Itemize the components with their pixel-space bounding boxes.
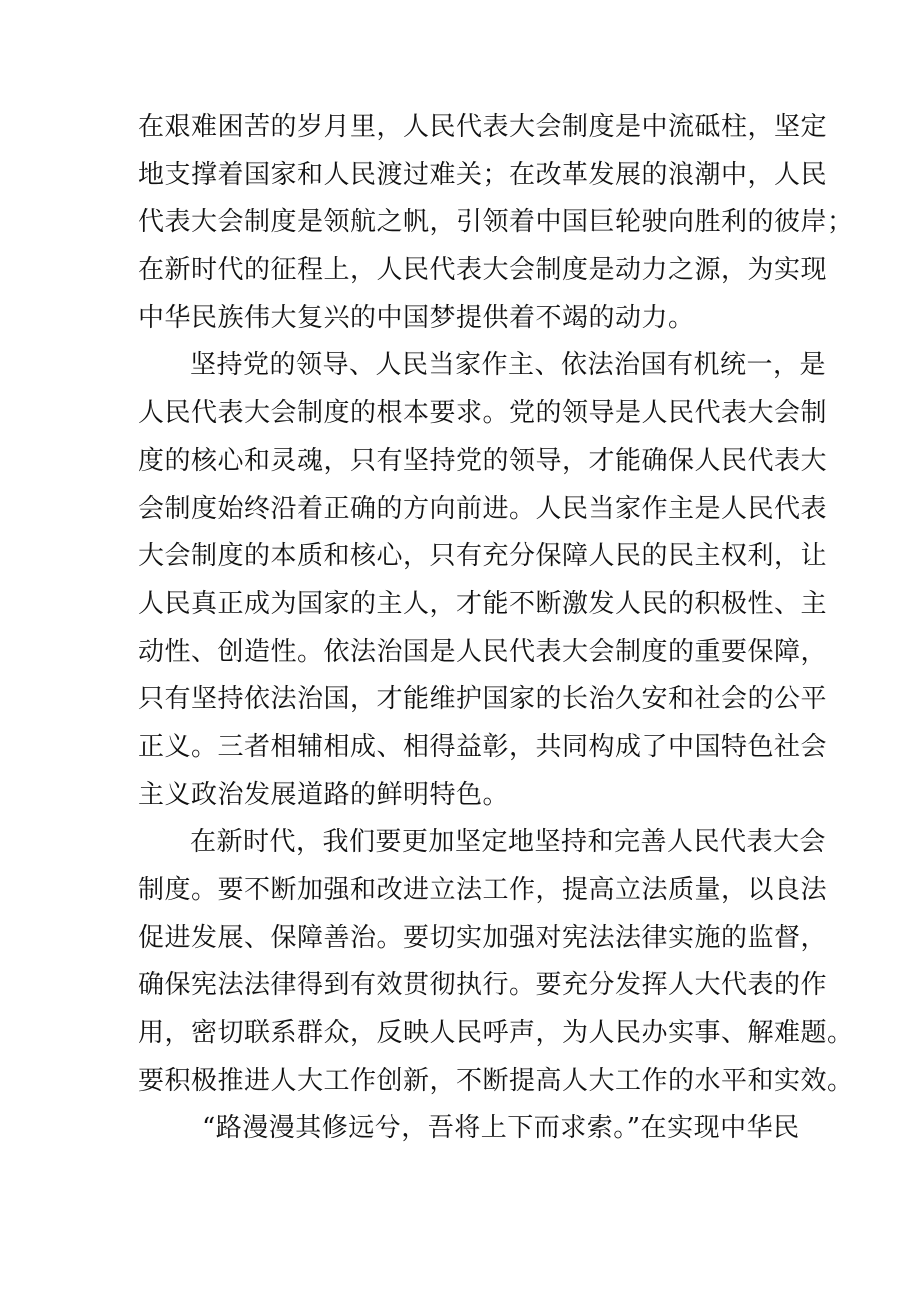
text-line: 人民代表大会制度的根本要求。党的领导是人民代表大会制 xyxy=(138,398,828,429)
text-line: 制度。要不断加强和改进立法工作，提高立法质量，以良法 xyxy=(138,875,828,905)
text-line: 只有坚持依法治国，才能维护国家的长治久安和社会的公平 xyxy=(138,684,828,715)
paragraph xyxy=(138,1105,800,1153)
text-line: 度的核心和灵魂，只有坚持党的领导，才能确保人民代表大 xyxy=(138,445,828,476)
text-line: “路漫漫其修远兮，吾将上下而求索。”在实现中华民 xyxy=(202,1113,800,1144)
document-body xyxy=(138,104,854,1153)
text-line: 代表大会制度是领航之帆，引领着中国巨轮驶向胜利的彼岸； xyxy=(138,207,854,238)
text-line: 中华民族伟大复兴的中国梦提供着不竭的动力。 xyxy=(138,302,695,333)
text-line: 要积极推进人大工作创新，不断提高人大工作的水平和实效。 xyxy=(138,1065,854,1096)
text-line: 确保宪法法律得到有效贯彻执行。要充分发挥人大代表的作 xyxy=(138,970,828,1001)
paragraph xyxy=(138,104,854,342)
text-line: 促进发展、保障善治。要切实加强对宪法法律实施的监督， xyxy=(138,922,828,953)
text-line: 在艰难困苦的岁月里，人民代表大会制度是中流砥柱，坚定 xyxy=(138,112,828,142)
text-line: 大会制度的本质和核心，只有充分保障人民的民主权利，让 xyxy=(138,541,828,572)
text-line: 会制度始终沿着正确的方向前进。人民当家作主是人民代表 xyxy=(138,493,828,524)
text-line: 在新时代的征程上，人民代表大会制度是动力之源，为实现 xyxy=(138,255,828,286)
text-line: 主义政治发展道路的鲜明特色。 xyxy=(138,779,510,810)
text-line: 坚持党的领导、人民当家作主、依法治国有机统一，是 xyxy=(190,350,827,381)
paragraph xyxy=(138,819,854,1105)
text-line: 人民真正成为国家的主人，才能不断激发人民的积极性、主 xyxy=(138,588,828,619)
text-line: 用，密切联系群众，反映人民呼声，为人民办实事、解难题。 xyxy=(138,1018,854,1049)
text-line: 在新时代，我们要更加坚定地坚持和完善人民代表大会 xyxy=(190,827,827,858)
text-line: 正义。三者相辅相成、相得益彰，共同构成了中国特色社会 xyxy=(138,731,828,762)
text-line: 地支撑着国家和人民渡过难关；在改革发展的浪潮中，人民 xyxy=(138,159,828,190)
paragraph xyxy=(138,342,828,819)
text-line: 动性、创造性。依法治国是人民代表大会制度的重要保障， xyxy=(138,636,828,667)
